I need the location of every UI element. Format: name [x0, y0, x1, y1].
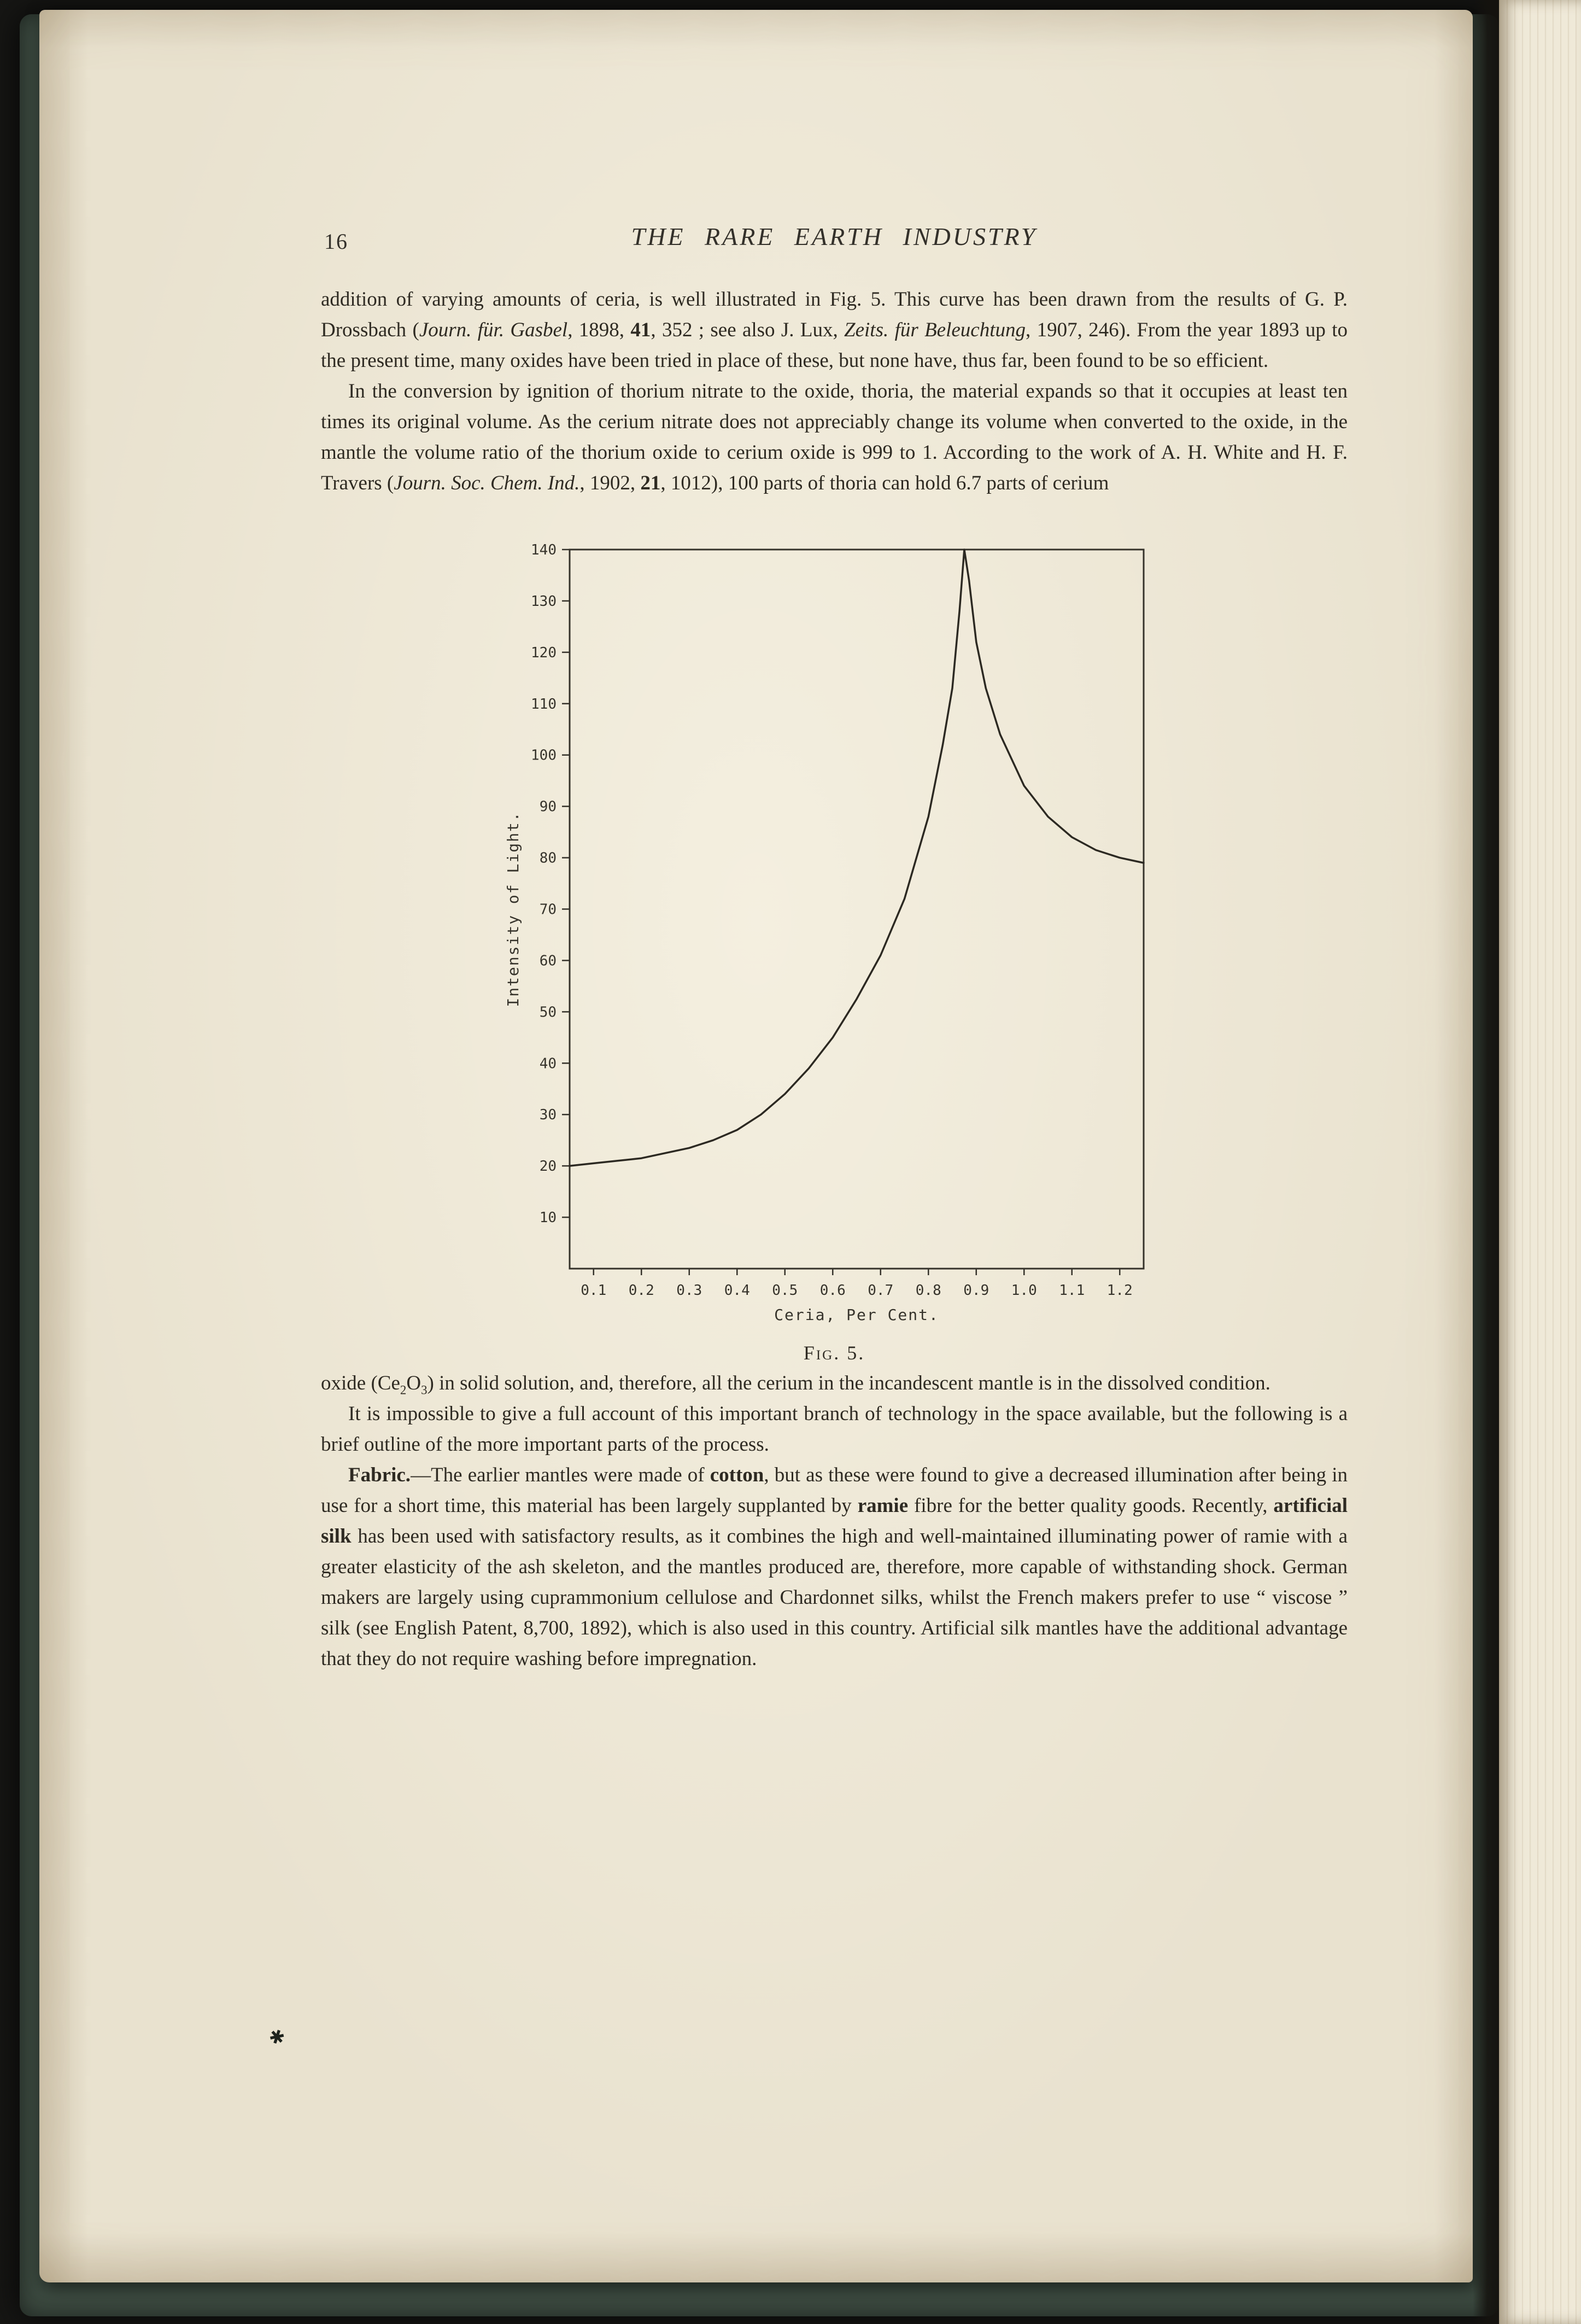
x-tick-label: 0.7	[868, 1282, 894, 1299]
y-tick-label: 90	[539, 798, 557, 815]
y-tick-label: 100	[531, 747, 557, 764]
text-column	[321, 284, 1348, 1674]
running-title: THE RARE EARTH INDUSTRY	[631, 223, 1038, 250]
y-tick-label: 130	[531, 593, 557, 610]
intensity-chart	[493, 509, 1237, 1334]
x-tick-label: 0.9	[963, 1282, 989, 1299]
y-tick-label: 80	[539, 850, 557, 867]
plot-frame	[570, 550, 1144, 1269]
x-tick-label: 0.6	[819, 1282, 846, 1299]
paragraph-1: addition of varying amounts of ceria, is well illustrated in Fig. 5. This curve has been drawn from the results of G. P. Drossbach (Journ. für. Gasbel, 1898, 41, 352 ; see also J. Lux, Zeits. für Beleuchtung, 1907, 246). From the year 1893 up to the present time, many oxides have been tried in place of these, but none have, thus far, been found to be so efficient.	[321, 288, 1348, 372]
x-tick-label: 0.5	[772, 1282, 798, 1299]
intensity-curve	[570, 550, 1144, 1166]
paragraph-4: It is impossible to give a full account of this important branch of technology in the space available, but the following is a brief outline of the more important parts of the process.	[321, 1403, 1348, 1456]
x-tick-label: 1.2	[1106, 1282, 1133, 1299]
paragraph-5: Fabric.—The earlier mantles were made of cotton, but as these were found to give a decreased illumination after being in use for a short time, this material has been largely supplanted by ramie fibre for the better quality goods. Recently, artificial silk has been used with satisfactory results, as it combines the high and well-maintained illuminating power of ramie with a greater elasticity of the ash skeleton, and the mantles produced are, therefore, more capable of withstanding shock. German makers are largely using cuprammonium cellulose and Chardonnet silks, whilst the French makers prefer to use “ viscose ” silk (see English Patent, 8,700, 1892), which is also used in this country. Artificial silk mantles have the additional advantage that they do not require washing before impregnation.	[321, 1464, 1348, 1670]
adjacent-page-edge	[1499, 0, 1581, 2324]
y-tick-label: 30	[539, 1107, 557, 1124]
x-tick-label: 0.1	[581, 1282, 607, 1299]
book-page	[39, 10, 1473, 2282]
gutter-shadow	[1473, 0, 1499, 2324]
y-tick-label: 140	[531, 542, 557, 558]
x-tick-label: 0.8	[915, 1282, 941, 1299]
x-tick-label: 1.0	[1011, 1282, 1037, 1299]
y-tick-label: 50	[539, 1004, 557, 1021]
y-tick-label: 40	[539, 1055, 557, 1072]
y-tick-label: 110	[531, 696, 557, 713]
paragraph-3: oxide $(Ce_2O_3)$ in solid solution, and, therefore, all the cerium in the incandescent mantle is in the dissolved condition.	[321, 1372, 1270, 1397]
x-axis-label: Ceria, Per Cent.	[774, 1306, 939, 1324]
page-number: 16	[324, 229, 348, 254]
figure-caption: Fig. 5.	[803, 1342, 865, 1364]
y-tick-label: 60	[539, 953, 557, 970]
y-tick-label: 70	[539, 901, 557, 918]
x-tick-label: 1.1	[1059, 1282, 1085, 1299]
y-tick-label: 20	[539, 1158, 557, 1175]
page-header	[321, 222, 1348, 260]
x-tick-label: 0.2	[628, 1282, 654, 1299]
margin-mark-icon: ✱	[266, 2025, 288, 2050]
y-tick-label: 10	[539, 1210, 557, 1227]
figure	[321, 509, 1348, 1368]
x-tick-label: 0.3	[676, 1282, 702, 1299]
paragraph-2: In the conversion by ignition of thorium nitrate to the oxide, thoria, the material expands so that it occupies at least ten times its original volume. As the cerium nitrate does not appreciably change its volume when converted to the oxide, in the mantle the volume ratio of the thorium oxide to cerium oxide is 999 to 1. According to the work of A. H. White and H. F. Travers (Journ. Soc. Chem. Ind., 1902, 21, 1012), 100 parts of thoria can hold 6.7 parts of cerium	[321, 380, 1348, 494]
y-axis-label: Intensity of Light.	[504, 811, 522, 1007]
y-tick-label: 120	[531, 644, 557, 661]
x-tick-label: 0.4	[724, 1282, 750, 1299]
